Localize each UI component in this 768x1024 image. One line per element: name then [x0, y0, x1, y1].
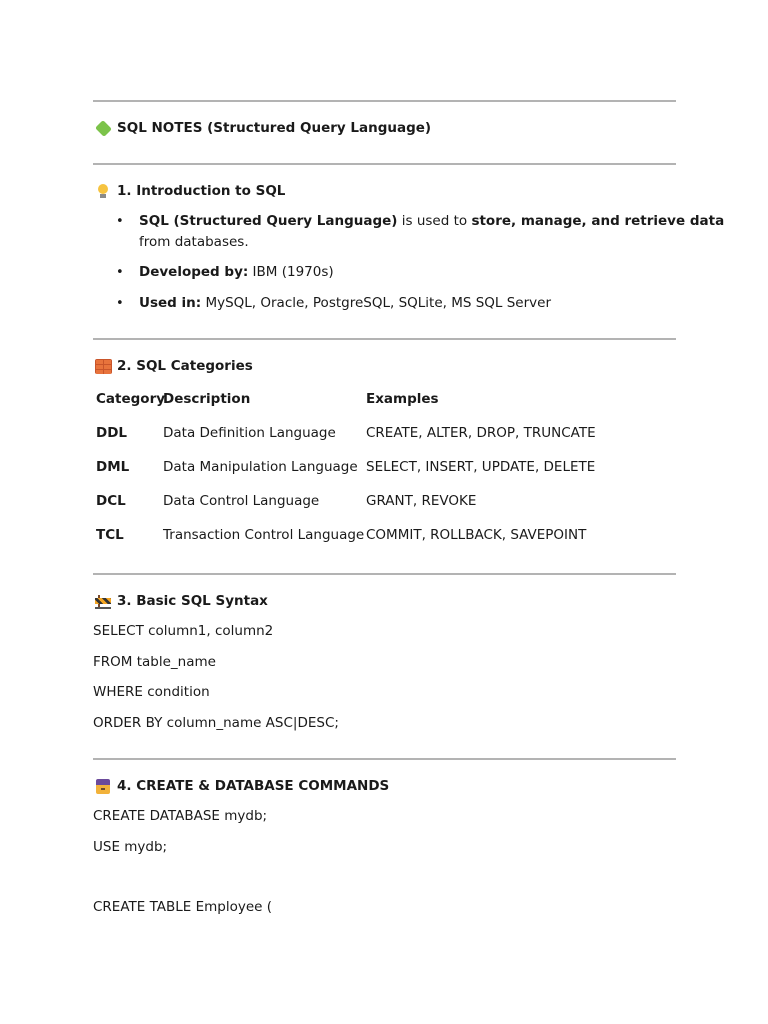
- document-title: [95, 120, 431, 136]
- file-cabinet-icon: [95, 779, 112, 794]
- divider: [93, 100, 676, 102]
- table-cell-examples: SELECT, INSERT, UPDATE, DELETE: [366, 459, 596, 475]
- section-heading-categories: [95, 358, 253, 374]
- table-cell-category: TCL: [96, 527, 124, 543]
- bold-phrase: store, manage, and retrieve data: [471, 213, 725, 229]
- divider: [93, 573, 676, 575]
- code-line: SELECT column1, column2: [93, 623, 274, 639]
- bullet-label: Developed by:: [139, 264, 249, 280]
- bullet-value: MySQL, Oracle, PostgreSQL, SQLite, MS SQL Server: [201, 295, 552, 311]
- table-cell-category: DCL: [96, 493, 126, 509]
- bullet-marker: •: [116, 296, 124, 311]
- section-heading-text: 2. SQL Categories: [117, 358, 253, 374]
- bullet-item-used-in: [139, 295, 551, 311]
- table-cell-description: Data Definition Language: [163, 425, 336, 441]
- section-heading-text: 4. CREATE & DATABASE COMMANDS: [117, 778, 390, 794]
- table-cell-category: DML: [96, 459, 130, 475]
- code-line: WHERE condition: [93, 684, 210, 700]
- table-cell-category: DDL: [96, 425, 128, 441]
- divider: [93, 338, 676, 340]
- code-line: ORDER BY column_name ASC|DESC;: [93, 715, 339, 731]
- code-line: FROM table_name: [93, 654, 216, 670]
- section-heading-create: [95, 778, 389, 794]
- section-heading-syntax: [95, 593, 268, 609]
- table-header-category: Category: [96, 391, 166, 407]
- bullet-marker: •: [116, 265, 124, 280]
- bullet-value: IBM (1970s): [248, 264, 334, 280]
- table-cell-description: Transaction Control Language: [163, 527, 365, 543]
- code-line: CREATE TABLE Employee (: [93, 899, 273, 915]
- bullet-text: is used to: [397, 213, 472, 229]
- section-heading-intro: [95, 183, 285, 199]
- bold-term: SQL (Structured Query Language): [139, 213, 398, 229]
- puzzle-piece-icon: [95, 120, 112, 137]
- table-header-description: Description: [163, 391, 251, 407]
- bullet-marker: •: [116, 214, 124, 229]
- construction-icon: [95, 594, 112, 609]
- bullet-item-definition: [139, 213, 724, 229]
- bullet-item-developed-by: [139, 264, 334, 280]
- code-line: USE mydb;: [93, 839, 168, 855]
- table-cell-description: Data Manipulation Language: [163, 459, 358, 475]
- light-bulb-icon: [95, 184, 112, 199]
- bullet-item-continuation: from databases.: [139, 234, 249, 250]
- section-heading-text: 3. Basic SQL Syntax: [117, 593, 268, 609]
- table-cell-examples: GRANT, REVOKE: [366, 493, 477, 509]
- table-cell-examples: COMMIT, ROLLBACK, SAVEPOINT: [366, 527, 587, 543]
- bullet-label: Used in:: [139, 295, 202, 311]
- brick-icon: [95, 359, 112, 374]
- table-header-examples: Examples: [366, 391, 439, 407]
- divider: [93, 758, 676, 760]
- divider: [93, 163, 676, 165]
- code-line: CREATE DATABASE mydb;: [93, 808, 268, 824]
- section-heading-text: 1. Introduction to SQL: [117, 183, 286, 199]
- document-title-text: SQL NOTES (Structured Query Language): [117, 120, 432, 136]
- table-cell-examples: CREATE, ALTER, DROP, TRUNCATE: [366, 425, 596, 441]
- table-cell-description: Data Control Language: [163, 493, 320, 509]
